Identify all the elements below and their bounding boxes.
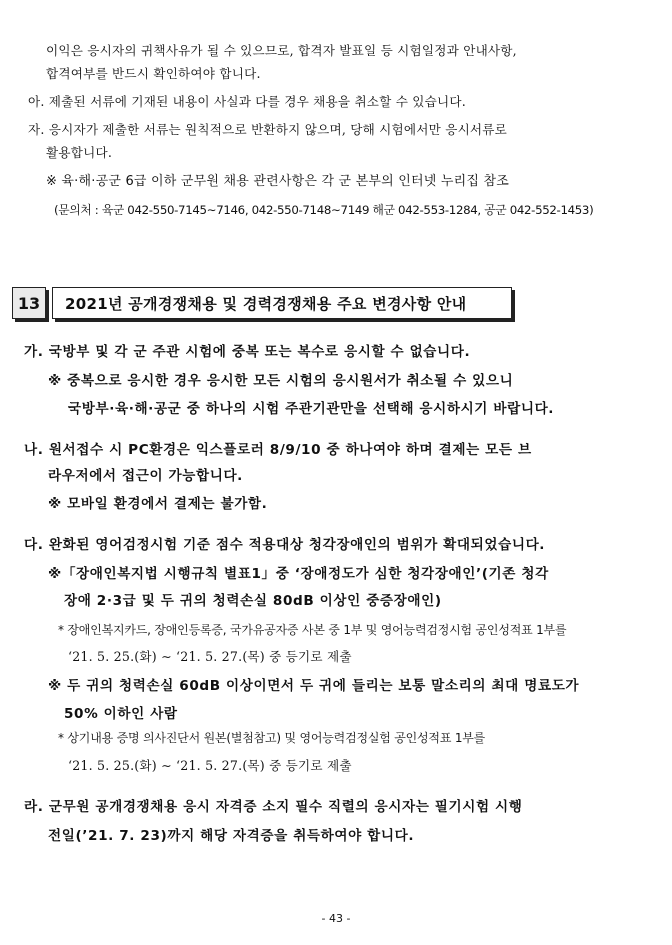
- text-line: 장애 2·3급 및 두 귀의 청력손실 80dB 이상인 중증장애인): [64, 593, 442, 609]
- section-title-text: 2021년 공개경쟁채용 및 경력경쟁채용 주요 변경사항 안내: [65, 294, 467, 313]
- item-ra: 라. 군무원 공개경쟁채용 응시 자격증 소지 필수 직렬의 응시자는 필기시험 시행: [24, 799, 523, 815]
- item-ah: 아. 제출된 서류에 기재된 내용이 사실과 다를 경우 채용을 취소할 수 있습니다.: [28, 94, 466, 109]
- page-number: - 43 -: [321, 912, 351, 925]
- reference-note: ※ 육·해·공군 6급 이하 군무원 채용 관련사항은 각 군 본부의 인터넷 누리집 참조: [46, 174, 509, 189]
- document-requirement: * 상기내용 증명 의사진단서 원본(별첨참고) 및 영어능력검정실험 공인성적표 1부를: [58, 731, 486, 745]
- contact-info: (문의처 : 육군 042-550-7145∼7146, 042-550-7148∼7149 해군 042-553-1284, 공군 042-552-1453): [54, 203, 594, 217]
- document-requirement: * 장애인복지카드, 장애인등록증, 국가유공자증 사본 중 1부 및 영어능력검정시험 공인성적표 1부를: [58, 623, 567, 637]
- text-line: 이익은 응시자의 귀책사유가 될 수 있으므로, 합격자 발표일 등 시험일정과 안내사항,: [46, 43, 517, 58]
- item-da-note2: ※ 두 귀의 청력손실 60dB 이상이면서 두 귀에 들리는 보통 말소리의 최대 명료도가: [48, 678, 580, 694]
- section-number: 13: [12, 287, 46, 319]
- submission-date: ‘21. 5. 25.(화) ∼ ‘21. 5. 27.(목) 중 등기로 제출: [68, 649, 352, 664]
- item-na-note: ※ 모바일 환경에서 결제는 불가함.: [48, 496, 268, 512]
- text-line: 50% 이하인 사람: [64, 706, 178, 722]
- item-ga: 가. 국방부 및 각 군 주관 시험에 중복 또는 복수로 응시할 수 없습니다.: [24, 344, 471, 360]
- item-na: 나. 원서접수 시 PC환경은 익스플로러 8/9/10 중 하나여야 하며 결제는 모든 브: [24, 442, 532, 458]
- text-line: 활용합니다.: [46, 145, 113, 160]
- submission-date: ‘21. 5. 25.(화) ∼ ‘21. 5. 27.(목) 중 등기로 제출: [68, 758, 352, 773]
- text-line: 국방부·육·해·공군 중 하나의 시험 주관기관만을 선택해 응시하시기 바랍니다.: [68, 401, 555, 417]
- text-line: 전일(’21. 7. 23)까지 해당 자격증을 취득하여야 합니다.: [48, 828, 415, 844]
- text-line: 합격여부를 반드시 확인하여야 합니다.: [46, 66, 261, 81]
- item-ga-note: ※ 중복으로 응시한 경우 응시한 모든 시험의 응시원서가 취소될 수 있으니: [48, 373, 514, 389]
- section-title: [52, 287, 512, 319]
- item-ja: 자. 응시자가 제출한 서류는 원칙적으로 반환하지 않으며, 당해 시험에서만 응시서류로: [28, 122, 508, 137]
- item-da: 다. 완화된 영어검정시험 기준 점수 적용대상 청각장애인의 범위가 확대되었습니다.: [24, 537, 546, 553]
- item-da-note1: ※「장애인복지법 시행규칙 별표1」중 ‘장애정도가 심한 청각장애인’(기존 청각: [48, 566, 549, 582]
- section-header: [12, 287, 515, 321]
- text-line: 라우저에서 접근이 가능합니다.: [48, 468, 243, 484]
